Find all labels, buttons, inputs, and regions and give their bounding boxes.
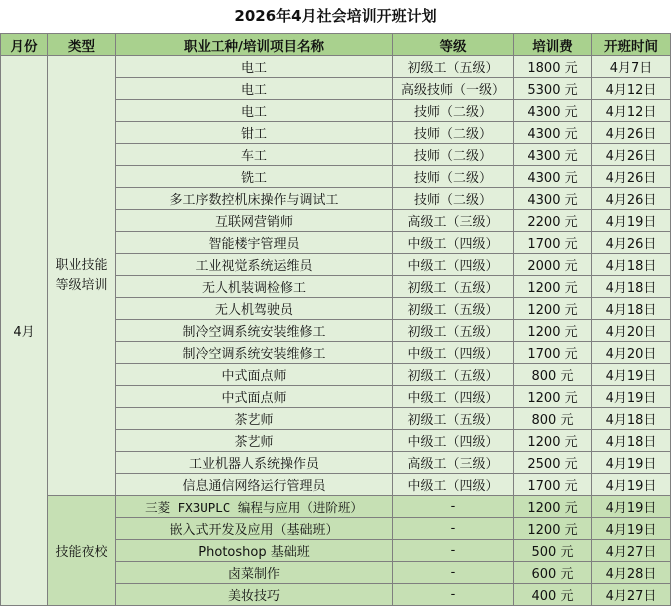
item-level: 技师（二级） (393, 144, 514, 166)
header-month: 月份 (1, 34, 48, 56)
training-plan-table (0, 33, 671, 606)
item-level: 高级工（三级） (393, 452, 514, 474)
item-name: 信息通信网络运行管理员 (116, 474, 393, 496)
header-fee: 培训费 (514, 34, 592, 56)
item-fee: 1200 元 (514, 386, 592, 408)
item-name: 多工序数控机床操作与调试工 (116, 188, 393, 210)
header-name: 职业工种/培训项目名称 (116, 34, 393, 56)
item-level: - (393, 496, 514, 518)
item-name: 三菱 FX3UPLC 编程与应用（进阶班） (116, 496, 393, 518)
item-fee: 1700 元 (514, 232, 592, 254)
item-fee: 2000 元 (514, 254, 592, 276)
item-level: - (393, 562, 514, 584)
header-row (1, 34, 671, 56)
item-date: 4月20日 (592, 320, 671, 342)
type-cell-night-school: 技能夜校 (48, 496, 116, 606)
item-level: 初级工（五级） (393, 320, 514, 342)
item-name: 无人机装调检修工 (116, 276, 393, 298)
item-name: 制冷空调系统安装维修工 (116, 320, 393, 342)
item-fee: 2200 元 (514, 210, 592, 232)
item-fee: 1200 元 (514, 496, 592, 518)
item-name: 电工 (116, 100, 393, 122)
item-fee: 1700 元 (514, 474, 592, 496)
item-date: 4月26日 (592, 232, 671, 254)
item-level: 高级技师（一级） (393, 78, 514, 100)
item-fee: 1800 元 (514, 56, 592, 78)
item-fee: 4300 元 (514, 166, 592, 188)
item-date: 4月18日 (592, 430, 671, 452)
item-level: 技师（二级） (393, 166, 514, 188)
item-date: 4月19日 (592, 210, 671, 232)
item-date: 4月19日 (592, 364, 671, 386)
item-fee: 1200 元 (514, 298, 592, 320)
item-fee: 4300 元 (514, 188, 592, 210)
item-name: 车工 (116, 144, 393, 166)
item-date: 4月12日 (592, 78, 671, 100)
item-level: - (393, 518, 514, 540)
item-name: 电工 (116, 78, 393, 100)
item-date: 4月19日 (592, 452, 671, 474)
item-date: 4月19日 (592, 496, 671, 518)
item-fee: 1200 元 (514, 276, 592, 298)
item-date: 4月28日 (592, 562, 671, 584)
header-date: 开班时间 (592, 34, 671, 56)
item-name: 电工 (116, 56, 393, 78)
item-fee: 800 元 (514, 408, 592, 430)
item-fee: 4300 元 (514, 122, 592, 144)
item-level: 中级工（四级） (393, 254, 514, 276)
item-date: 4月27日 (592, 584, 671, 606)
item-fee: 1200 元 (514, 518, 592, 540)
item-name: Photoshop 基础班 (116, 540, 393, 562)
type-line: 职业技能 (55, 257, 108, 273)
item-name: 工业视觉系统运维员 (116, 254, 393, 276)
item-level: 初级工（五级） (393, 276, 514, 298)
item-date: 4月19日 (592, 518, 671, 540)
item-level: 初级工（五级） (393, 364, 514, 386)
item-date: 4月26日 (592, 166, 671, 188)
header-level: 等级 (393, 34, 514, 56)
table-row (1, 496, 671, 518)
item-name: 铣工 (116, 166, 393, 188)
item-date: 4月19日 (592, 386, 671, 408)
item-date: 4月18日 (592, 254, 671, 276)
item-date: 4月12日 (592, 100, 671, 122)
item-fee: 4300 元 (514, 144, 592, 166)
item-date: 4月20日 (592, 342, 671, 364)
header-type: 类型 (48, 34, 116, 56)
item-fee: 4300 元 (514, 100, 592, 122)
item-level: 中级工（四级） (393, 232, 514, 254)
item-date: 4月26日 (592, 144, 671, 166)
item-level: 中级工（四级） (393, 474, 514, 496)
item-date: 4月7日 (592, 56, 671, 78)
item-name: 工业机器人系统操作员 (116, 452, 393, 474)
table-row (1, 56, 671, 78)
item-date: 4月26日 (592, 122, 671, 144)
item-fee: 400 元 (514, 584, 592, 606)
type-line: 等级培训 (55, 277, 108, 293)
item-level: 初级工（五级） (393, 408, 514, 430)
item-fee: 500 元 (514, 540, 592, 562)
page-title: 2026年4月社会培训开班计划 (234, 7, 437, 25)
item-date: 4月27日 (592, 540, 671, 562)
item-level: 技师（二级） (393, 100, 514, 122)
item-level: - (393, 540, 514, 562)
item-name: 钳工 (116, 122, 393, 144)
month-cell: 4月 (1, 56, 48, 606)
item-name: 智能楼宇管理员 (116, 232, 393, 254)
item-level: 技师（二级） (393, 122, 514, 144)
item-name: 嵌入式开发及应用（基础班） (116, 518, 393, 540)
item-name: 中式面点师 (116, 364, 393, 386)
item-level: 中级工（四级） (393, 386, 514, 408)
item-level: 中级工（四级） (393, 430, 514, 452)
item-fee: 800 元 (514, 364, 592, 386)
item-fee: 1200 元 (514, 430, 592, 452)
item-date: 4月18日 (592, 276, 671, 298)
type-cell-skill-level (48, 56, 116, 496)
item-name: 卤菜制作 (116, 562, 393, 584)
item-level: 初级工（五级） (393, 56, 514, 78)
item-date: 4月19日 (592, 474, 671, 496)
item-name: 中式面点师 (116, 386, 393, 408)
item-date: 4月18日 (592, 298, 671, 320)
item-name: 美妆技巧 (116, 584, 393, 606)
item-level: 技师（二级） (393, 188, 514, 210)
item-level: - (393, 584, 514, 606)
item-name: 茶艺师 (116, 408, 393, 430)
item-fee: 1700 元 (514, 342, 592, 364)
item-date: 4月26日 (592, 188, 671, 210)
item-fee: 1200 元 (514, 320, 592, 342)
item-name: 无人机驾驶员 (116, 298, 393, 320)
item-level: 初级工（五级） (393, 298, 514, 320)
item-fee: 600 元 (514, 562, 592, 584)
item-level: 中级工（四级） (393, 342, 514, 364)
item-level: 高级工（三级） (393, 210, 514, 232)
item-date: 4月18日 (592, 408, 671, 430)
item-name: 制冷空调系统安装维修工 (116, 342, 393, 364)
item-name: 互联网营销师 (116, 210, 393, 232)
item-name: 茶艺师 (116, 430, 393, 452)
item-fee: 5300 元 (514, 78, 592, 100)
item-fee: 2500 元 (514, 452, 592, 474)
